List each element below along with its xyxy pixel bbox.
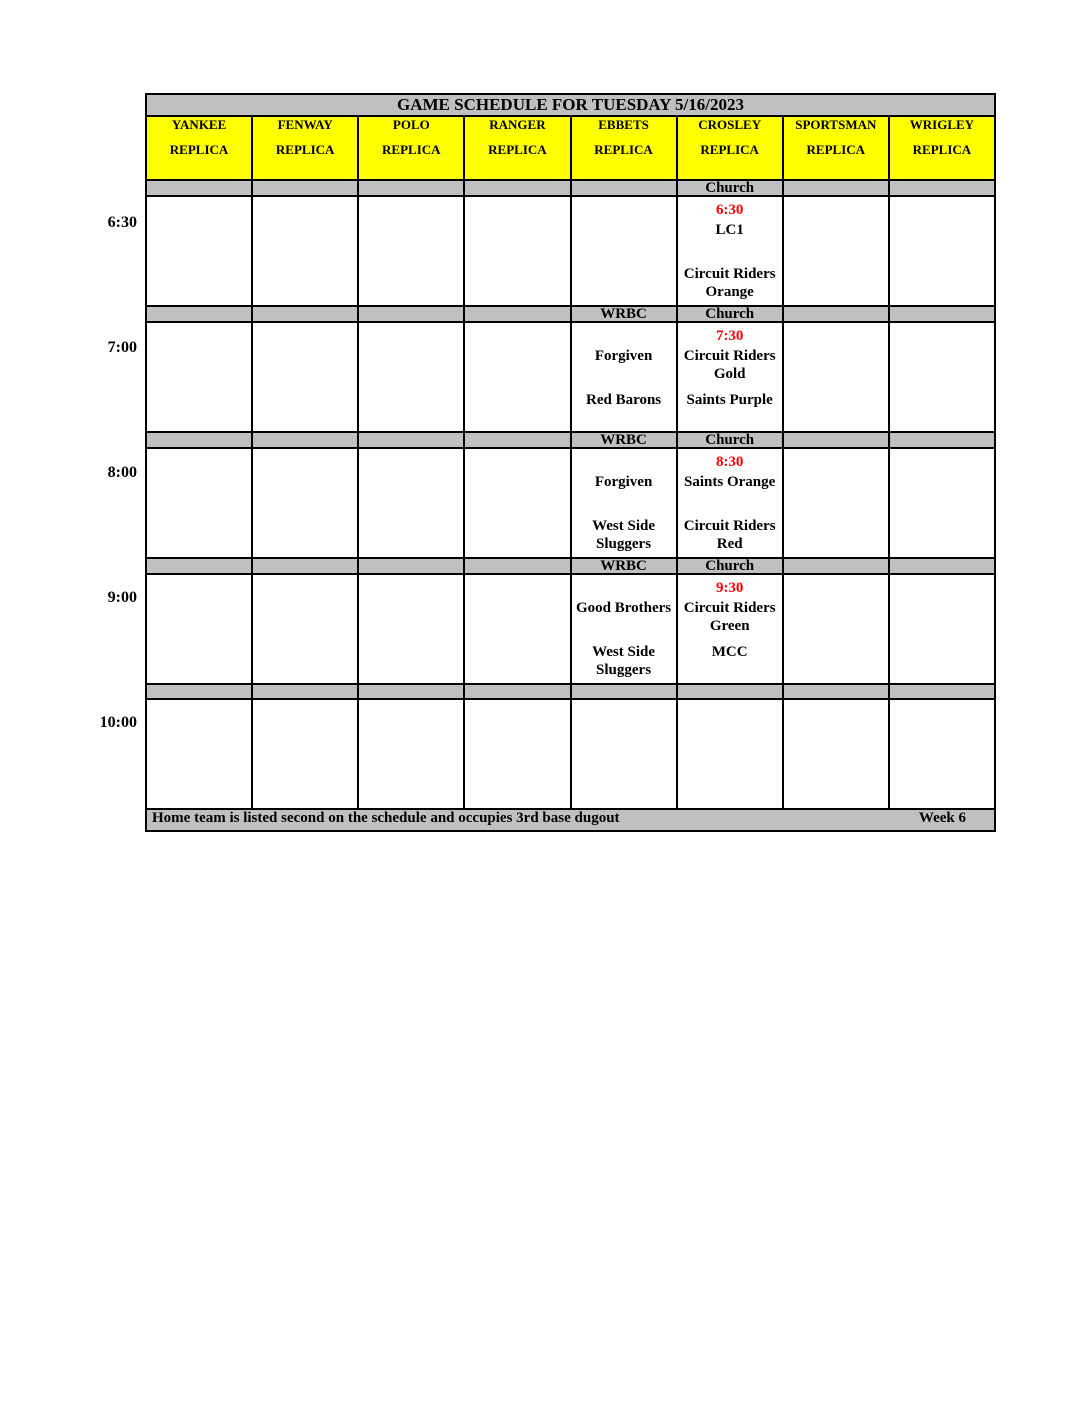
venue-type: REPLICA	[275, 142, 335, 157]
site-label-crosley: Church	[677, 306, 783, 322]
site-label-crosley: Church	[677, 558, 783, 574]
separator-cell	[889, 432, 995, 448]
schedule-table	[145, 93, 996, 832]
game-cell-polo	[358, 699, 464, 809]
separator-cell	[783, 558, 889, 574]
venue-header-crosley	[677, 116, 783, 180]
home-team: Circuit Riders Red	[683, 518, 776, 552]
venue-type: REPLICA	[912, 142, 972, 157]
game-time	[573, 453, 675, 473]
venue-header-ranger	[464, 116, 570, 180]
game-cell-sportsman	[783, 322, 889, 432]
game-cell-sportsman	[783, 699, 889, 809]
game-cell-sportsman	[783, 574, 889, 684]
separator-cell	[783, 306, 889, 322]
venue-type: REPLICA	[700, 142, 759, 157]
game-row-630	[146, 196, 995, 306]
game-time: 8:30	[715, 454, 744, 470]
venue-name: RANGER	[489, 117, 546, 132]
game-time: 6:30	[715, 202, 744, 218]
venue-name: YANKEE	[171, 117, 227, 132]
separator-cell	[252, 558, 358, 574]
venue-name: FENWAY	[277, 117, 333, 132]
separator-cell	[252, 306, 358, 322]
home-team: Red Barons	[585, 392, 662, 408]
separator-cell	[889, 306, 995, 322]
separator-row-4	[146, 558, 995, 574]
game-cell-crosley	[677, 448, 783, 558]
game-cell-crosley	[677, 322, 783, 432]
venue-name: POLO	[392, 117, 430, 132]
game-row-700	[146, 322, 995, 432]
game-cell-crosley	[677, 574, 783, 684]
separator-row-5	[146, 684, 995, 699]
game-cell-ebbets	[571, 574, 677, 684]
venue-header-yankee	[146, 116, 252, 180]
site-label-crosley: Church	[677, 180, 783, 196]
separator-cell	[146, 180, 252, 196]
separator-cell	[889, 180, 995, 196]
site-label-crosley	[677, 684, 783, 699]
home-team: Circuit Riders Orange	[683, 266, 776, 300]
game-row-900	[146, 574, 995, 684]
separator-cell	[464, 180, 570, 196]
game-cell-wrigley	[889, 574, 995, 684]
home-team: West Side Sluggers	[592, 644, 656, 678]
venue-header-sportsman	[783, 116, 889, 180]
time-label-700: 7:00	[107, 339, 137, 356]
game-cell-crosley	[677, 196, 783, 306]
time-label-630: 6:30	[107, 214, 137, 231]
game-cell-polo	[358, 322, 464, 432]
separator-cell	[252, 180, 358, 196]
away-team	[679, 724, 781, 768]
separator-cell	[358, 306, 464, 322]
game-cell-ebbets	[571, 322, 677, 432]
game-cell-fenway	[252, 699, 358, 809]
away-team: Good Brothers	[575, 600, 672, 616]
site-label-ebbets	[571, 684, 677, 699]
separator-cell	[358, 432, 464, 448]
game-cell-polo	[358, 574, 464, 684]
game-cell-ranger	[464, 699, 570, 809]
game-time	[679, 704, 781, 724]
game-cell-yankee	[146, 196, 252, 306]
away-team: Saints Orange	[684, 474, 776, 490]
game-cell-crosley	[677, 699, 783, 809]
venue-name: CROSLEY	[698, 117, 762, 132]
game-cell-fenway	[252, 574, 358, 684]
game-time: 7:30	[715, 328, 744, 344]
page-title: GAME SCHEDULE FOR TUESDAY 5/16/2023	[146, 94, 995, 116]
away-team: Forgiven	[594, 348, 653, 364]
time-label-800: 8:00	[107, 464, 137, 481]
venue-type: REPLICA	[594, 142, 653, 157]
game-time	[573, 201, 675, 221]
game-cell-fenway	[252, 448, 358, 558]
game-cell-sportsman	[783, 448, 889, 558]
separator-cell	[358, 180, 464, 196]
game-cell-wrigley	[889, 196, 995, 306]
separator-cell	[146, 432, 252, 448]
site-label-ebbets: WRBC	[571, 432, 677, 448]
venue-name: SPORTSMAN	[795, 117, 877, 132]
home-team	[679, 768, 781, 788]
game-cell-sportsman	[783, 196, 889, 306]
away-team: LC1	[715, 222, 744, 238]
game-cell-ebbets	[571, 699, 677, 809]
game-cell-fenway	[252, 196, 358, 306]
venue-header-fenway	[252, 116, 358, 180]
home-team: West Side Sluggers	[592, 518, 656, 552]
footer-note: Home team is listed second on the schedule and occupies 3rd base dugout	[152, 810, 620, 826]
away-team	[573, 221, 675, 265]
site-label-ebbets: WRBC	[571, 306, 677, 322]
separator-row-2	[146, 306, 995, 322]
separator-cell	[146, 306, 252, 322]
game-cell-yankee	[146, 448, 252, 558]
away-team: Forgiven	[594, 474, 653, 490]
game-cell-yankee	[146, 574, 252, 684]
game-cell-polo	[358, 448, 464, 558]
site-label-ebbets	[571, 180, 677, 196]
home-team: Saints Purple	[686, 392, 773, 408]
time-label-1000: 10:00	[99, 714, 137, 731]
venue-name: EBBETS	[598, 117, 649, 132]
separator-cell	[464, 558, 570, 574]
venue-header-ebbets	[571, 116, 677, 180]
separator-cell	[146, 558, 252, 574]
venue-header-wrigley	[889, 116, 995, 180]
site-label-crosley: Church	[677, 432, 783, 448]
separator-cell	[783, 432, 889, 448]
game-cell-ranger	[464, 574, 570, 684]
separator-cell	[464, 432, 570, 448]
game-cell-ranger	[464, 448, 570, 558]
home-team: MCC	[711, 644, 748, 660]
separator-cell	[464, 306, 570, 322]
game-cell-wrigley	[889, 699, 995, 809]
site-label-ebbets: WRBC	[571, 558, 677, 574]
separator-row-3	[146, 432, 995, 448]
game-row-800	[146, 448, 995, 558]
separator-cell	[889, 558, 995, 574]
venue-header-row	[146, 116, 995, 180]
separator-cell	[358, 684, 464, 699]
game-cell-ebbets	[571, 196, 677, 306]
separator-cell	[252, 684, 358, 699]
game-cell-yankee	[146, 699, 252, 809]
game-cell-ebbets	[571, 448, 677, 558]
game-time	[573, 704, 675, 724]
away-team: Circuit Riders Green	[683, 600, 776, 634]
game-cell-fenway	[252, 322, 358, 432]
game-row-1000	[146, 699, 995, 809]
game-time	[573, 327, 675, 347]
footer-row	[146, 809, 995, 831]
separator-cell	[889, 684, 995, 699]
game-cell-polo	[358, 196, 464, 306]
footer-bar	[147, 810, 994, 827]
venue-type: REPLICA	[806, 142, 866, 157]
week-label: Week 6	[918, 810, 966, 826]
venue-type: REPLICA	[169, 142, 229, 157]
separator-cell	[146, 684, 252, 699]
time-label-900: 9:00	[107, 589, 137, 606]
venue-type: REPLICA	[382, 142, 441, 157]
game-cell-wrigley	[889, 322, 995, 432]
away-team: Circuit Riders Gold	[683, 348, 776, 382]
game-cell-ranger	[464, 322, 570, 432]
venue-name: WRIGLEY	[909, 117, 975, 132]
game-cell-yankee	[146, 322, 252, 432]
title-row	[146, 94, 995, 116]
separator-cell	[783, 684, 889, 699]
game-cell-wrigley	[889, 448, 995, 558]
home-team	[573, 768, 675, 788]
separator-cell	[464, 684, 570, 699]
away-team	[573, 724, 675, 768]
venue-type: REPLICA	[488, 142, 547, 157]
game-cell-ranger	[464, 196, 570, 306]
separator-cell	[783, 180, 889, 196]
game-time: 9:30	[715, 580, 744, 596]
separator-cell	[252, 432, 358, 448]
venue-header-polo	[358, 116, 464, 180]
game-time	[573, 579, 675, 599]
home-team	[573, 265, 675, 285]
separator-cell	[358, 558, 464, 574]
separator-row-1	[146, 180, 995, 196]
